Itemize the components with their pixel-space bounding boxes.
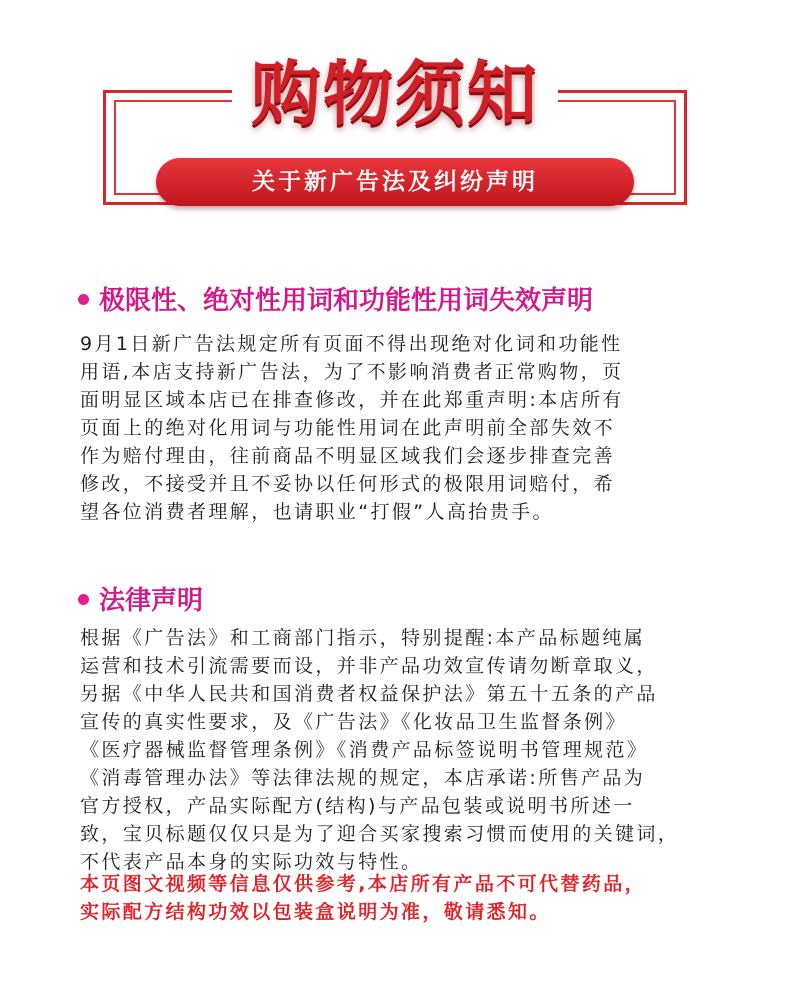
section-body-ad-words: 9月1日新广告法规定所有页面不得出现绝对化词和功能性 用语,本店支持新广告法，为了不影响消费者正常购物，页 面明显区域本店已在排查修改，并在此郑重声明:本店所有 页面上的绝对化用词与功能性用词在此声明前全部失效不 作为赔付理由，往前商品不明显区域我们会逐步排查完善 修改，不接受并且不妥协以任何形式的极限用词赔付，希 望各位消费者理解，也请职业“打假”人高抬贵手。	[80, 333, 624, 523]
section-heading-legal	[78, 581, 203, 621]
section-heading-text: 法律声明	[99, 586, 204, 616]
subtitle-banner: 关于新广告法及纠纷声明	[156, 158, 634, 206]
section-heading-text: 极限性、绝对性用词和功能性用词失效声明	[99, 286, 594, 316]
page-title: 购物须知	[251, 53, 539, 135]
bullet-dot-icon	[78, 294, 89, 305]
bullet-dot-icon	[78, 594, 89, 605]
disclaimer-notice: 本页图文视频等信息仅供参考,本店所有产品不可代替药品， 实际配方结构功效以包装盒说明为准，敬请悉知。	[80, 873, 647, 923]
section-heading-ad-words	[78, 281, 593, 321]
section-body-legal: 根据《广告法》和工商部门指示，特别提醒:本产品标题纯属 运营和技术引流需要而设，并非产品功效宣传请勿断章取义， 另据《中华人民共和国消费者权益保护法》第五十五条的产品 宣传的真实性要求，及《广告法》《化妆品卫生监督条例》 《医疗器械监督管理条例》《消费产品标签说明书管理规范》 《消毒管理办法》等法律法规的规定，本店承诺:所售产品为 官方授权，产品实际配方(结构)与产品包装或说明书所述一 致，宝贝标题仅仅只是为了迎合买家搜索习惯而使用的关键词， 不代表产品本身的实际功效与特性。	[80, 627, 680, 873]
